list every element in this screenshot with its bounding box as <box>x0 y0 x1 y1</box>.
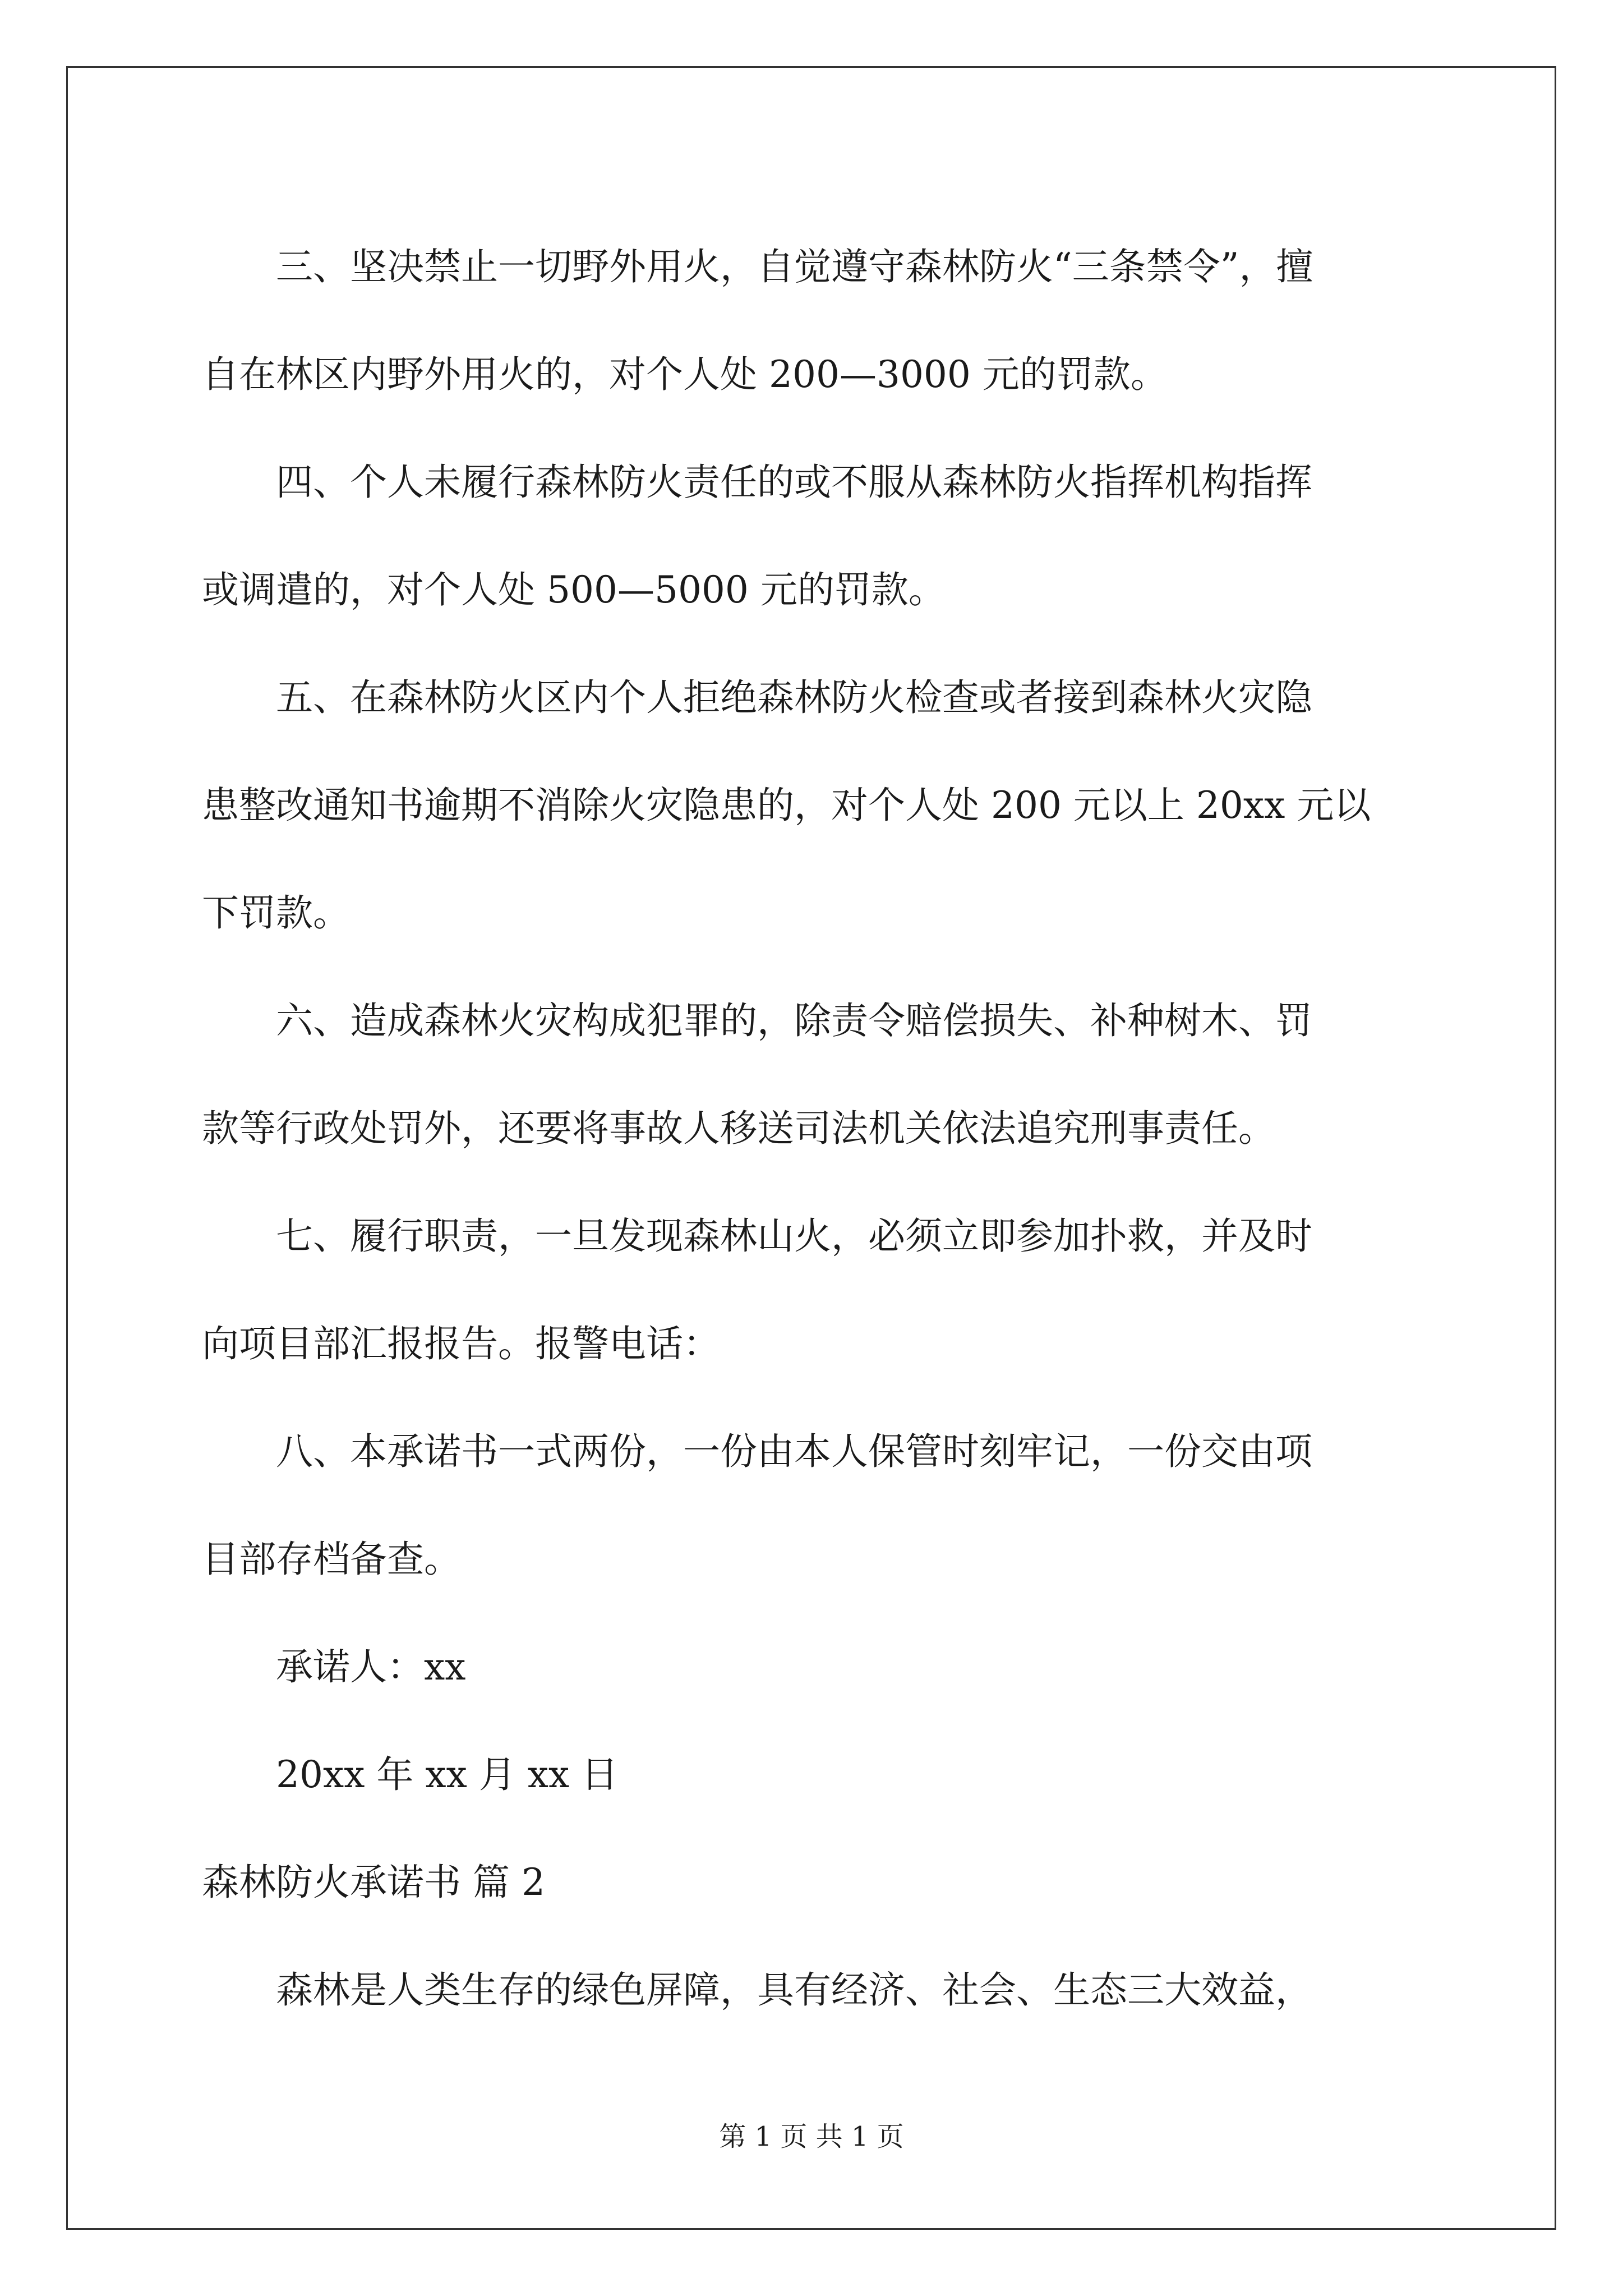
paragraph-line: 或调遣的，对个人处 500—5000 元的罚款。 <box>202 568 946 611</box>
paragraph-6 <box>202 967 1436 1182</box>
paragraph-line: 五、在森林防火区内个人拒绝森林防火检查或者接到森林火灾隐 <box>276 676 1312 719</box>
paragraph-4 <box>202 429 1436 644</box>
page-footer: 第 1 页 共 1 页 <box>719 2121 904 2152</box>
section-title: 森林防火承诺书 篇 2 <box>202 1861 545 1904</box>
paragraph-line: 目部存档备查。 <box>202 1538 461 1581</box>
paragraph-5 <box>202 644 1436 967</box>
paragraph-7 <box>202 1182 1436 1398</box>
paragraph-line: 六、造成森林火灾构成犯罪的，除责令赔偿损失、补种树木、罚 <box>276 999 1312 1042</box>
document-body <box>202 213 1436 2044</box>
signature-date: 20xx 年 xx 月 xx 日 <box>276 1753 619 1796</box>
paragraph-8 <box>202 1398 1436 1613</box>
paragraph-line: 自在林区内野外用火的，对个人处 200—3000 元的罚款。 <box>202 353 1168 396</box>
paragraph-line: 八、本承诺书一式两份，一份由本人保管时刻牢记，一份交由项 <box>276 1430 1312 1473</box>
paragraph-line: 三、坚决禁止一切野外用火，自觉遵守森林防火“三条禁令”，擅 <box>276 245 1313 288</box>
paragraph-3 <box>202 213 1436 429</box>
paragraph-line: 患整改通知书逾期不消除火灾隐患的，对个人处 200 元以上 20xx 元以 <box>202 784 1371 827</box>
promisor-signature: 承诺人：xx <box>276 1645 466 1688</box>
paragraph-line: 款等行政处罚外，还要将事故人移送司法机关依法追究刑事责任。 <box>202 1107 1275 1150</box>
paragraph-line: 向项目部汇报报告。报警电话： <box>202 1322 720 1365</box>
paragraph-line: 下罚款。 <box>202 891 350 935</box>
paragraph-line: 七、履行职责，一旦发现森林山火，必须立即参加扑救，并及时 <box>276 1214 1312 1258</box>
paragraph-line: 四、个人未履行森林防火责任的或不服从森林防火指挥机构指挥 <box>276 461 1312 504</box>
section-first-line: 森林是人类生存的绿色屏障，具有经济、社会、生态三大效益， <box>276 1968 1312 2012</box>
